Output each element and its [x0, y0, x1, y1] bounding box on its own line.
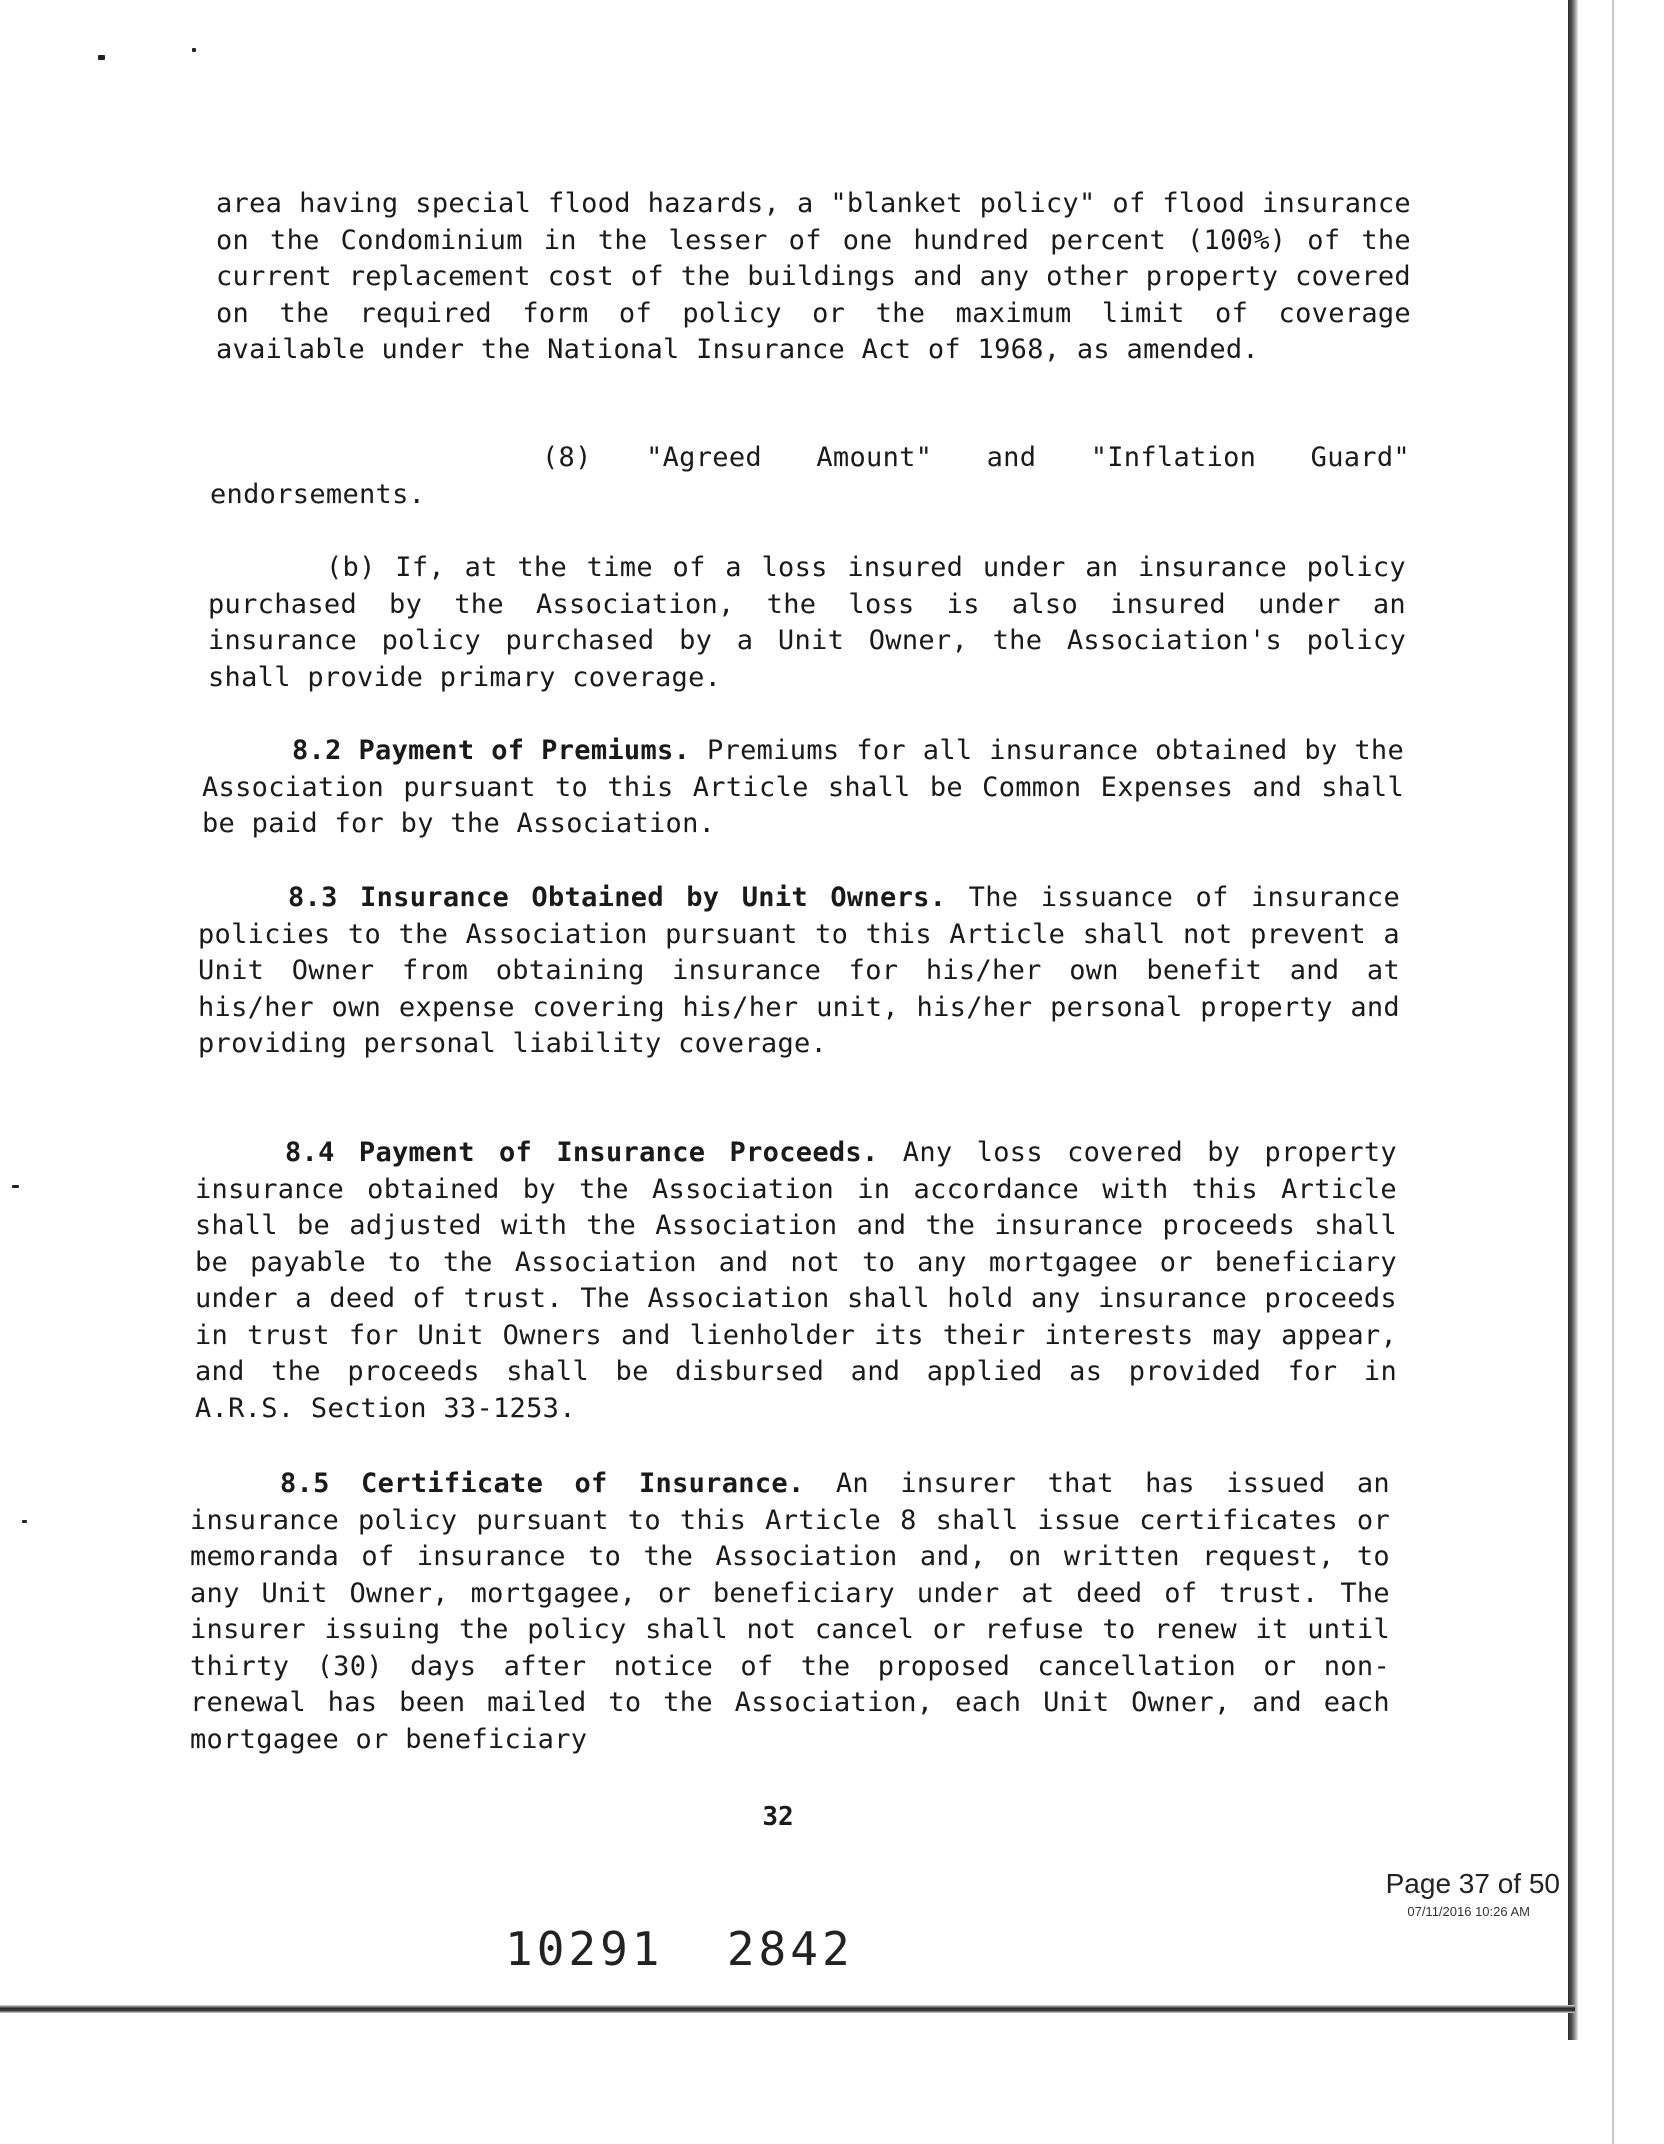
section-heading: 8.5 Certificate of Insurance.: [280, 1468, 805, 1499]
page-number: 32: [762, 1802, 794, 1832]
scan-speck: [192, 48, 196, 52]
paragraph-text: Premiums for all insurance obtained by the Association pursuant to this Article shall be Common Expenses and shall be paid for by the Association.: [202, 735, 1405, 839]
scan-edge-right-outer: [1612, 0, 1614, 2144]
flood-continuation-paragraph: [216, 186, 1411, 369]
scan-speck: [98, 55, 105, 60]
scan-speck: [22, 1520, 27, 1523]
recording-number: 10291 2842: [505, 1922, 854, 1976]
section-8-3-paragraph: [198, 880, 1400, 1063]
paragraph-text: area having special flood hazards, a "blanket policy" of flood insurance on the Condominium in the lesser of one hundred percent (100%) of the current replacement cost of the buildings and any other property covered on the required form of policy or the maximum limit of coverage available under the National Insurance Act of 1968, as amended.: [216, 188, 1411, 365]
section-heading: 8.2 Payment of Premiums.: [292, 735, 691, 766]
section-8-4-paragraph: [195, 1135, 1397, 1427]
scan-speck: [12, 1185, 19, 1188]
paragraph-text: The issuance of insurance policies to the Association pursuant to this Article shall not prevent a Unit Owner from obtaining insurance for his/her own benefit and at his/her own expense covering his/her unit, his/her personal property and providing personal liability coverage.: [198, 882, 1401, 1059]
scan-edge-right: [1568, 0, 1578, 2040]
item-8-word: "Agreed: [646, 442, 762, 473]
item-8-line: [210, 440, 1410, 477]
section-heading: 8.4 Payment of Insurance Proceeds.: [285, 1137, 879, 1168]
scan-edge-bottom: [0, 2005, 1575, 2013]
item-8-word: and: [986, 442, 1037, 473]
item-8-word: Guard": [1310, 442, 1410, 473]
section-8-5-paragraph: [190, 1466, 1390, 1758]
item-8-continuation: endorsements.: [210, 478, 426, 510]
item-b-paragraph: [208, 550, 1406, 696]
paragraph-text: An insurer that has issued an insurance policy pursuant to this Article 8 shall issue certificates or memoranda of insurance to the Association and, on written request, to any Unit Owner, mortgagee, or beneficiary under at deed of trust. The insurer issuing the policy shall not cancel or refuse to renew it until thirty (30) days after notice of the proposed cancellation or non-renewal has been mailed to the Association, each Unit Owner, and each mortgagee or beneficiary: [190, 1468, 1390, 1755]
paragraph-text: (b) If, at the time of a loss insured under an insurance policy purchased by the Association, the loss is also insured under an insurance policy purchased by a Unit Owner, the Association's policy shall provide primary coverage.: [208, 552, 1406, 693]
recorder-page-of: Page 37 of 50: [1385, 1868, 1560, 1899]
section-heading: 8.3 Insurance Obtained by Unit Owners.: [288, 882, 947, 913]
item-8-word: "Inflation: [1090, 442, 1257, 473]
paragraph-text: Any loss covered by property insurance obtained by the Association in accordance with this Article shall be adjusted with the Association and the insurance proceeds shall be payable to the Association and not to any mortgagee or beneficiary under a deed of trust. The Association shall hold any insurance proceeds in trust for Unit Owners and lienholder its their interests may appear, and the proceeds shall be disbursed and applied as provided for in A.R.S. Section 33-1253.: [195, 1137, 1397, 1424]
item-8-word: Amount": [816, 442, 933, 473]
section-8-2-paragraph: [202, 733, 1404, 843]
recorder-timestamp: 07/11/2016 10:26 AM: [1407, 1904, 1530, 1919]
item-8-agreed-amount: [210, 440, 1410, 513]
item-8-number: (8): [542, 442, 592, 473]
